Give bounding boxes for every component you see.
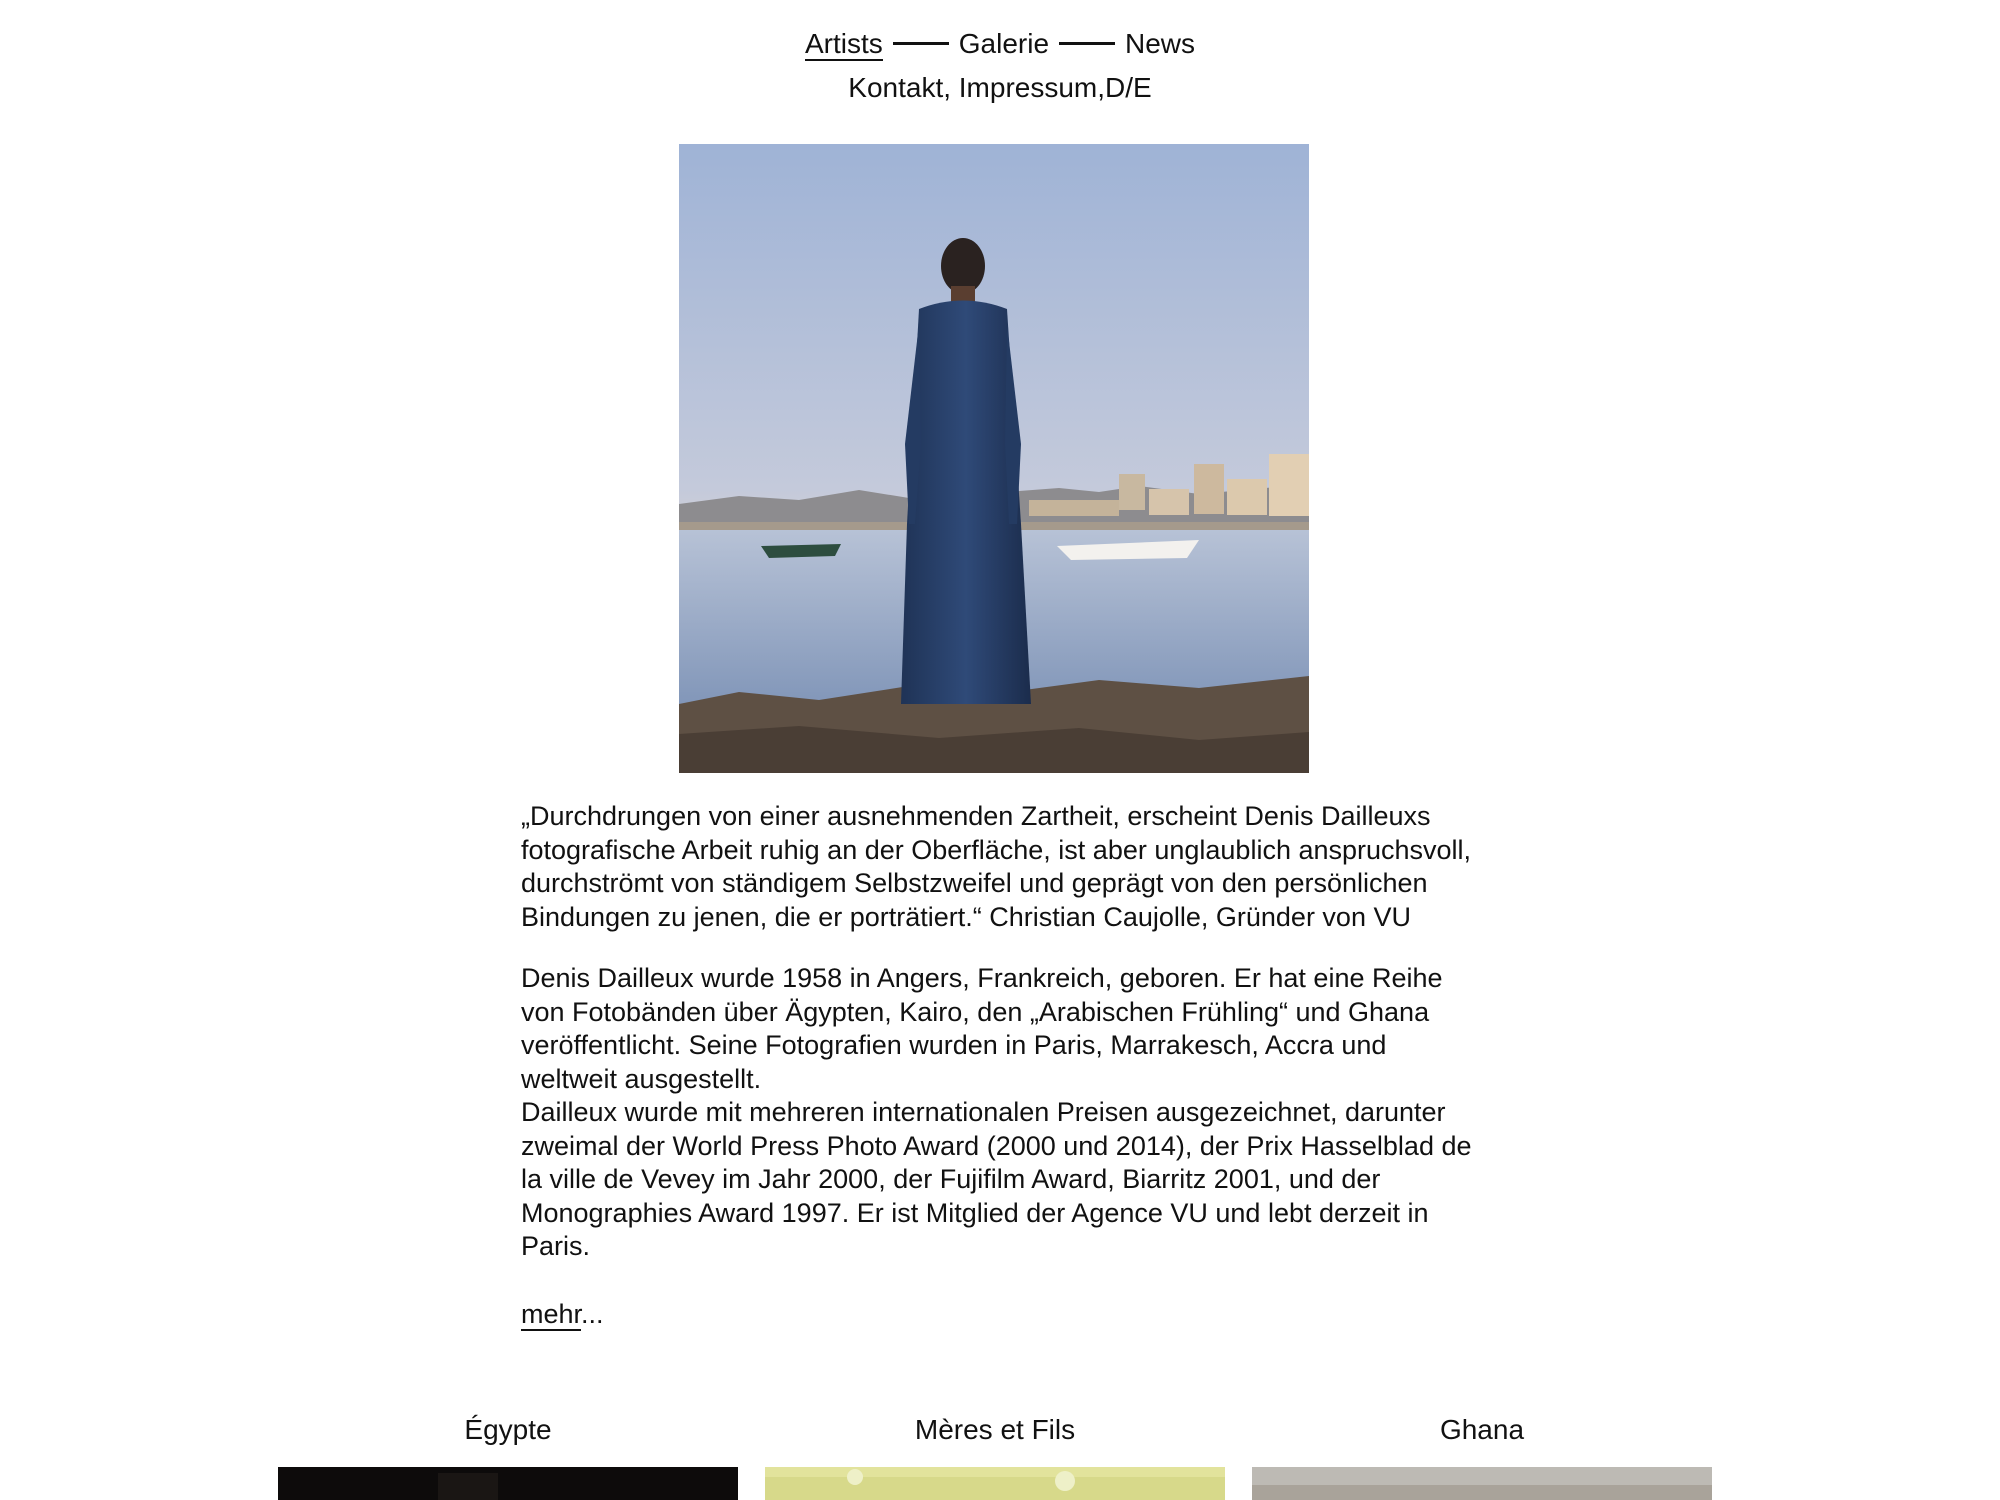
bio-paragraph-1: Denis Dailleux wurde 1958 in Angers, Frankreich, geboren. Er hat eine Reihe von Fotobänden über Ägypten, Kairo, den „Arabischen Frühling“ und Ghana veröffentlicht. Seine Fotografien wurden in Paris, Marrakesch, Accra und weltweit ausgestellt. xyxy=(521,963,1443,1094)
more-link[interactable]: mehr xyxy=(521,1298,582,1329)
series-title-ghana[interactable]: Ghana xyxy=(1439,1414,1525,1445)
nav-news-link[interactable]: News xyxy=(1125,28,1196,59)
photograph-icon xyxy=(278,1467,738,1500)
series-thumbnail-ghana[interactable] xyxy=(1252,1467,1712,1500)
artist-description xyxy=(521,800,1481,1331)
nav-separator xyxy=(893,42,949,45)
photograph-icon xyxy=(765,1467,1225,1500)
photograph-icon xyxy=(1252,1467,1712,1500)
intro-quote: „Durchdrungen von einer ausnehmenden Zartheit, erscheint Denis Dailleuxs fotografische Arbeit ruhig an der Oberfläche, ist aber unglaublich anspruchsvoll, durchströmt von ständigem Selbstzweifel und geprägt von den persönlichen Bindungen zu jenen, die er porträtiert.“ Christian Caujolle, Gründer von VU xyxy=(521,801,1472,932)
nav-artists-link[interactable]: Artists xyxy=(804,28,883,59)
nav-separator xyxy=(1059,42,1115,45)
nav-impressum-link[interactable]: Impressum, xyxy=(958,72,1106,103)
secondary-nav xyxy=(0,66,2000,110)
artist-bio xyxy=(521,962,1481,1264)
series-thumbnail-egypte[interactable] xyxy=(278,1467,738,1500)
more-link-row xyxy=(521,1298,1481,1332)
nav-galerie-link[interactable]: Galerie xyxy=(958,28,1050,59)
bio-paragraph-2: Dailleux wurde mit mehreren internationalen Preisen ausgezeichnet, darunter zweimal der World Press Photo Award (2000 und 2014), der Prix Hasselblad de la ville de Vevey im Jahr 2000, der Fujifilm Award, Biarritz 2001, und der Monographies Award 1997. Er ist Mitglied der Agence VU und lebt derzeit in Paris. xyxy=(521,1097,1472,1261)
photograph-icon xyxy=(679,144,1309,773)
nav-language-link[interactable]: D/E xyxy=(1105,72,1152,103)
hero-photo xyxy=(679,144,1309,773)
nav-kontakt-link[interactable]: Kontakt, xyxy=(848,72,951,103)
series-thumbnail-meres-et-fils[interactable] xyxy=(765,1467,1225,1500)
primary-nav xyxy=(0,22,2000,66)
series-title-egypte[interactable]: Égypte xyxy=(464,1414,552,1445)
series-title-meres-et-fils[interactable]: Mères et Fils xyxy=(914,1414,1076,1445)
more-ellipsis: ... xyxy=(581,1298,604,1329)
